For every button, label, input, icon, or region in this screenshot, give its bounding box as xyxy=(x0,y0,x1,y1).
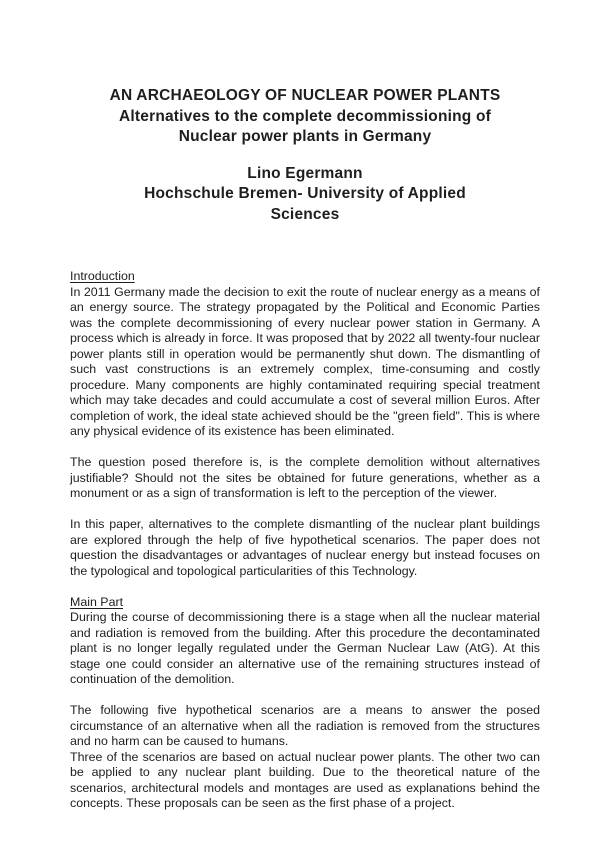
paragraph: The question posed therefore is, is the complete demolition without alternatives justifiable? Should not the sites be obtained for future generations, whether as a monument or as a sign of transformation is left to the perception of the viewer. xyxy=(70,455,540,500)
paragraph: In 2011 Germany made the decision to exit the route of nuclear energy as a means of an energy source. The strategy propagated by the Political and Economic Parties was the complete decommissioning of every nuclear power station in Germany. A process which is already in force. It was proposed that by 2022 all twenty-four nuclear power plants still in operation would be permanently shut down. The dismantling of such vast constructions is an extremely complex, time-consuming and costly procedure. Many components are highly contaminated requiring special treatment which may take decades and could accumulate a cost of several million Euros. After completion of work, the ideal state achieved should be the "green field". This is where any physical evidence of its existence has been eliminated. xyxy=(70,284,540,438)
title-line-1: AN ARCHAEOLOGY OF NUCLEAR POWER PLANTS xyxy=(109,87,501,104)
paragraph: The following five hypothetical scenarios are a means to answer the posed circumstance of an alternative when all the radiation is removed from the structures and no harm can be caused to humans. xyxy=(70,703,540,748)
section-introduction xyxy=(70,269,540,579)
document-body xyxy=(70,269,540,812)
paragraph: In this paper, alternatives to the complete dismantling of the nuclear plant buildings are explored through the help of five hypothetical scenarios. The paper does not question the disadvantages or advantages of nuclear energy but instead focuses on the typological and topological particularities of this Technology. xyxy=(70,517,540,578)
author-affiliation-line-1: Hochschule Bremen- University of Applied xyxy=(144,185,466,202)
title-line-2: Alternatives to the complete decommissioning of xyxy=(119,107,491,125)
author-block xyxy=(70,164,540,226)
section-heading-main-part: Main Part xyxy=(70,594,124,609)
author-name: Lino Egermann xyxy=(247,164,363,182)
author-affiliation-line-2: Sciences xyxy=(270,205,340,223)
section-heading-introduction: Introduction xyxy=(70,269,135,283)
paragraph: Three of the scenarios are based on actual nuclear power plants. The other two can be applied to any nuclear plant building. Due to the theoretical nature of the scenarios, architectural models and montages are used as explanations behind the concepts. These proposals can be seen as the first phase of a project. xyxy=(70,749,540,810)
title-line-3: Nuclear power plants in Germany xyxy=(178,128,432,145)
title-block xyxy=(70,86,540,148)
section-main-part xyxy=(70,595,540,812)
paragraph: During the course of decommissioning there is a stage when all the nuclear material and radiation is removed from the building. After this procedure the decontaminated plant is no longer legally regulated under the German Nuclear Law (AtG). At this stage one could consider an alternative use of the remaining structures instead of continuation of the demolition. xyxy=(70,610,540,686)
